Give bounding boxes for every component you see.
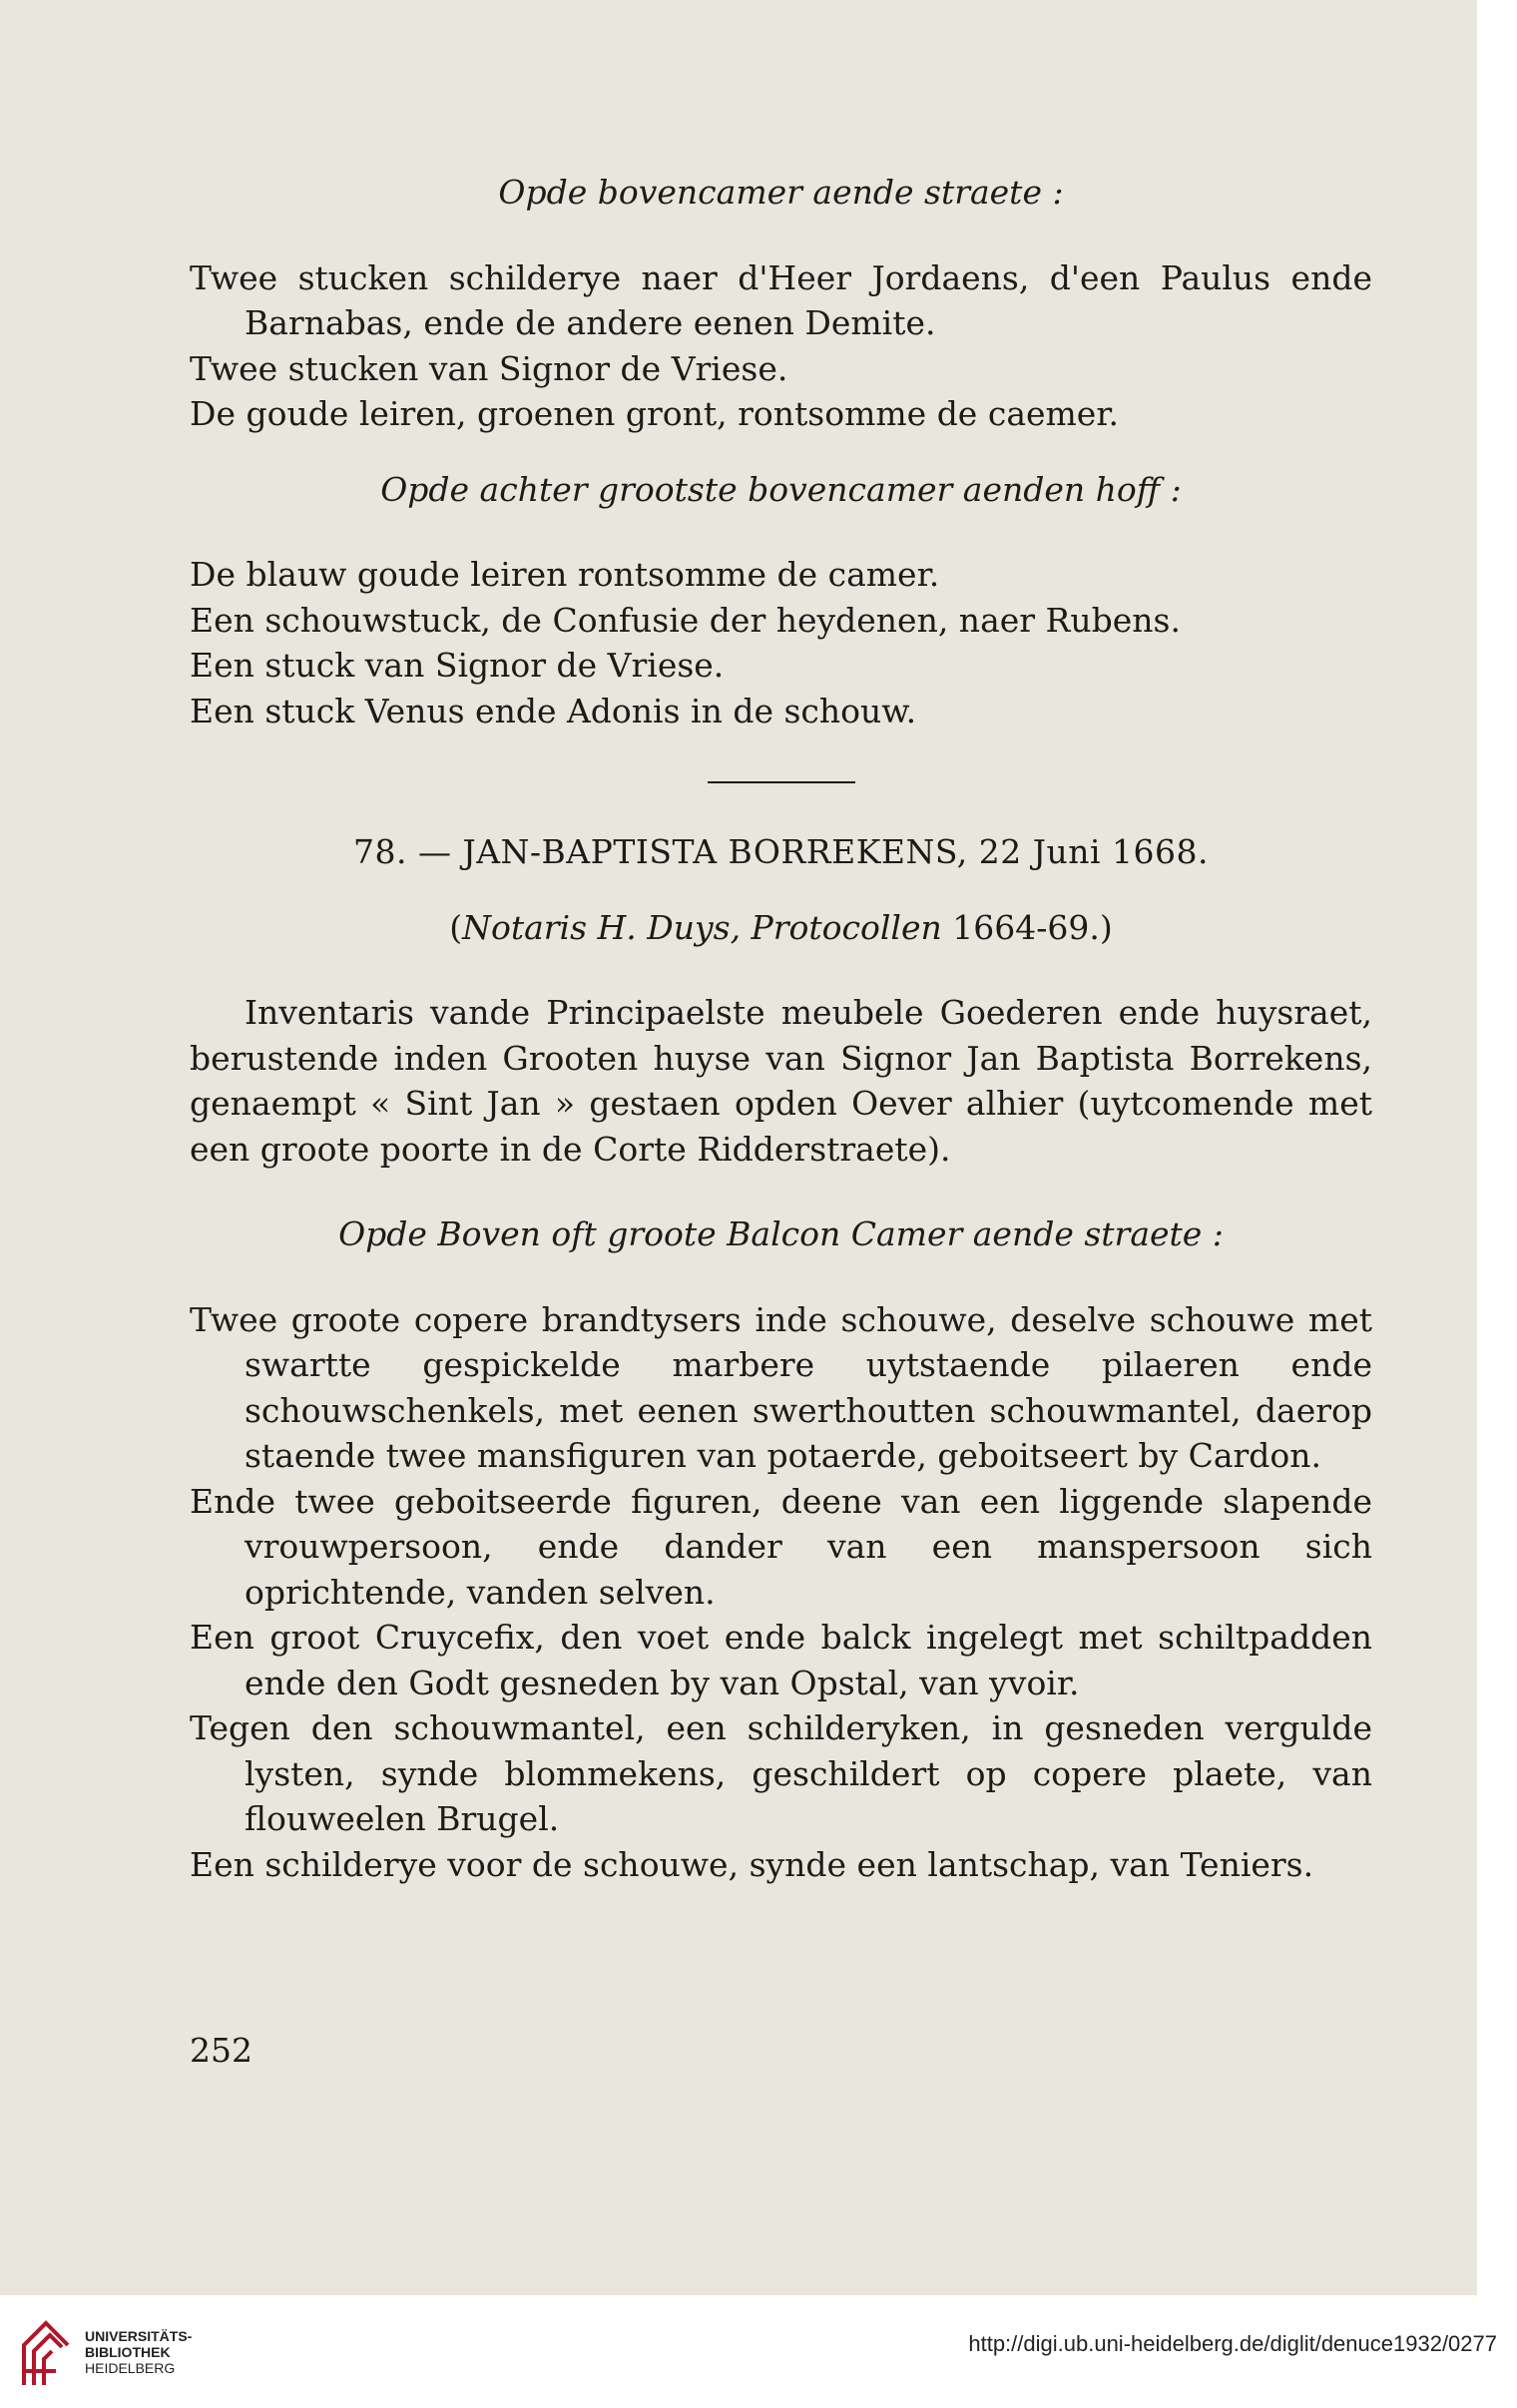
- permalink-url[interactable]: http://digi.ub.uni-heidelberg.de/diglit/denuce1932/0277: [968, 2331, 1497, 2356]
- source-citation: [190, 905, 1372, 951]
- inventory-entry: Twee stucken schilderye naer d'Heer Jordaens, d'een Paulus ende Barnabas, ende de andere eenen Demite.: [190, 257, 1372, 342]
- inventory-entry: Een stuck Venus ende Adonis in de schouw.: [190, 691, 917, 730]
- page-number: 252: [190, 2031, 253, 2070]
- library-name-line: HEIDELBERG: [85, 2360, 176, 2376]
- university-library-logo-icon[interactable]: [16, 2315, 78, 2391]
- intro-paragraph: Inventaris vande Principaelste meubele Goederen ende huysraet, berustende inden Grooten huyse van Signor Jan Baptista Borrekens, genaempt « Sint Jan » gestaen opden Oever alhier (uytcomende met een groote poorte in de Corte Ridderstraete).: [190, 993, 1372, 1169]
- section-title: 78. — JAN-BAPTISTA BORREKENS, 22 Juni 1668.: [353, 832, 1209, 871]
- library-name-line: BIBLIOTHEK: [85, 2344, 171, 2360]
- room-1-entries: [190, 255, 1372, 437]
- inventory-entry: Een schilderye voor de schouwe, synde een lantschap, van Teniers.: [190, 1844, 1314, 1884]
- room-heading-2: Opde achter grootste bovencamer aenden hoff :: [380, 469, 1182, 509]
- inventory-entry: Een groot Cruycefix, den voet ende balck ingelegt met schiltpadden ende den Godt gesneden by van Opstal, van yvoir.: [190, 1618, 1372, 1702]
- inventory-entry: Ende twee geboitseerde figuren, deene van een liggende slapende vrouwpersoon, ende dander van een manspersoon sich oprichtende, vanden selven.: [190, 1481, 1372, 1612]
- library-name: [85, 2328, 192, 2376]
- inventory-entry: De blauw goude leiren rontsomme de camer.: [190, 555, 940, 594]
- room-heading-3: Opde Boven oft groote Balcon Camer aende straete :: [338, 1214, 1224, 1253]
- source-notary: Notaris H. Duys, Protocollen: [462, 907, 942, 947]
- room-heading-1: Opde bovencamer aende straete :: [498, 173, 1064, 212]
- inventory-entry: Een stuck van Signor de Vriese.: [190, 646, 725, 685]
- library-name-line: UNIVERSITÄTS-: [85, 2328, 193, 2344]
- footer-bar: [0, 2295, 1517, 2408]
- inventory-entry: Twee stucken van Signor de Vriese.: [190, 348, 788, 388]
- source-years: 1664-69.): [941, 907, 1113, 947]
- room-2-entries: [190, 552, 1372, 733]
- inventory-entry: De goude leiren, groenen gront, rontsomme de caemer.: [190, 394, 1119, 433]
- section-divider: [708, 781, 855, 783]
- inventory-entry: Een schouwstuck, de Confusie der heydenen, naer Rubens.: [190, 600, 1181, 640]
- page-content: [190, 170, 1372, 1887]
- source-open: (: [449, 907, 463, 947]
- inventory-entry: Twee groote copere brandtysers inde schouwe, deselve schouwe met swartte gespickelde marbere uytstaende pilaeren ende schouwschenkels, met eenen swerthoutten schouwmantel, daerop staende twee mansfiguren van potaerde, geboitseert by Cardon.: [190, 1299, 1372, 1475]
- inventory-entry: Tegen den schouwmantel, een schilderyken, in gesneden vergulde lysten, synde blommekens, geschildert op copere plaete, van flouweelen Brugel.: [190, 1708, 1372, 1838]
- room-3-entries: [190, 1297, 1372, 1888]
